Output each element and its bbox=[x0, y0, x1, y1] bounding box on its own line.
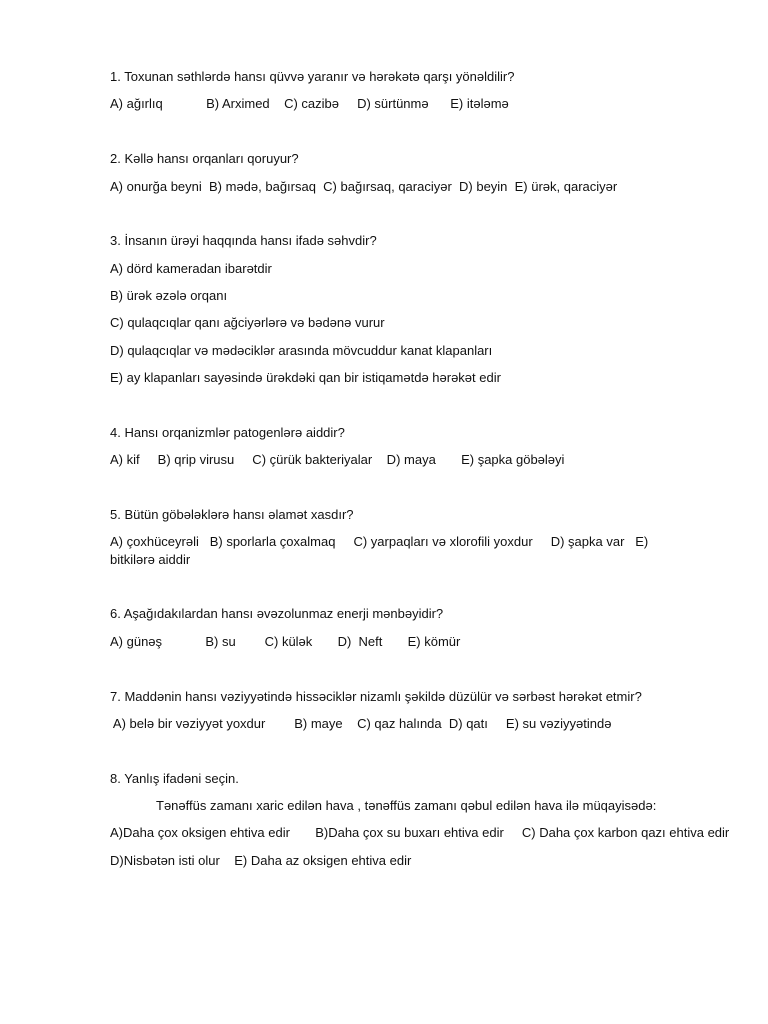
question-8-options-line-1: A)Daha çox oksigen ehtiva edir B)Daha çox su buxarı ehtiva edir C) Daha çox karbon qazı ehtiva edir bbox=[110, 825, 730, 840]
question-2-text: 2. Kəllə hansı orqanları qoruyur? bbox=[110, 151, 299, 166]
question-5-options: A) çoxhüceyrəli B) sporlarla çoxalmaq C) yarpaqları və xlorofili yoxdur D) şapka var E) bitkilərə aiddir bbox=[110, 534, 652, 567]
question-7-text: 7. Maddənin hansı vəziyyətində hissəciklər nizamlı şəkildə düzülür və sərbəst hərəkət etmir? bbox=[110, 689, 642, 704]
question-6-text: 6. Aşağıdakılardan hansı əvəzolunmaz enerji mənbəyidir? bbox=[110, 606, 444, 621]
question-3-option-a: A) dörd kameradan ibarətdir bbox=[110, 261, 272, 276]
question-6-options: A) günəş B) su C) külək D) Neft E) kömür bbox=[110, 634, 461, 649]
question-8-options-line-2: D)Nisbətən isti olur E) Daha az oksigen ehtiva edir bbox=[110, 853, 412, 868]
question-3-option-d: D) qulaqcıqlar və mədəciklər arasında mövcuddur kanat klapanları bbox=[110, 343, 493, 358]
question-8-text: 8. Yanlış ifadəni seçin. bbox=[110, 771, 239, 786]
question-8-intro: Tənəffüs zamanı xaric edilən hava , tənəffüs zamanı qəbul edilən hava ilə müqayisədə: bbox=[156, 798, 657, 813]
question-3-option-c: C) qulaqcıqlar qanı ağciyərlərə və bədənə vurur bbox=[110, 315, 385, 330]
question-2-options: A) onurğa beyni B) mədə, bağırsaq C) bağırsaq, qaraciyər D) beyin E) ürək, qaraciyər bbox=[110, 179, 618, 194]
question-3-option-e: E) ay klapanları sayəsində ürəkdəki qan bir istiqamətdə hərəkət edir bbox=[110, 370, 501, 385]
question-1-options: A) ağırlıq B) Arximed C) cazibə D) sürtünmə E) itələmə bbox=[110, 96, 509, 111]
question-5-text: 5. Bütün göbələklərə hansı əlamət xasdır? bbox=[110, 507, 354, 522]
question-3-text: 3. İnsanın ürəyi haqqında hansı ifadə səhvdir? bbox=[110, 233, 377, 248]
question-3-option-b: B) ürək əzələ orqanı bbox=[110, 288, 228, 303]
question-4-options: A) kif B) qrip virusu C) çürük bakteriyalar D) maya E) şapka göbələyi bbox=[110, 452, 565, 467]
question-4-text: 4. Hansı orqanizmlər patogenlərə aiddir? bbox=[110, 425, 345, 440]
question-7-options: A) belə bir vəziyyət yoxdur B) maye C) qaz halında D) qatı E) su vəziyyətində bbox=[110, 716, 612, 731]
question-1-text: 1. Toxunan səthlərdə hansı qüvvə yaranır və hərəkətə qarşı yönəldilir? bbox=[110, 69, 515, 84]
